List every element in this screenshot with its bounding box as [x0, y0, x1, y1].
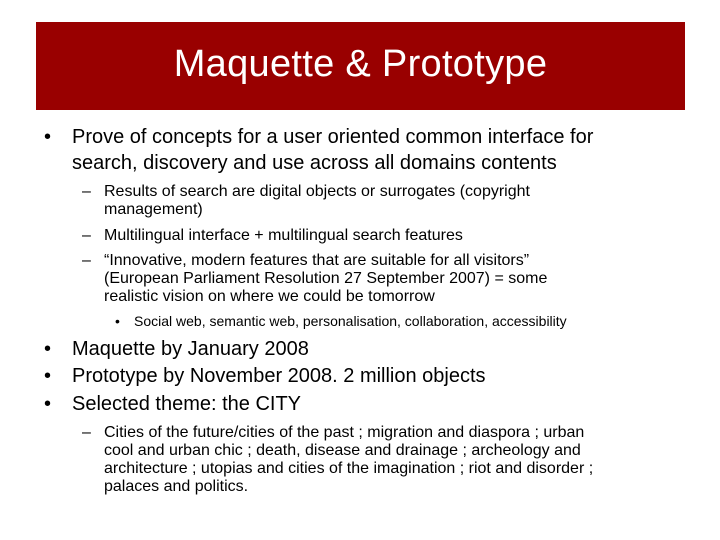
bullet-marker: •	[44, 126, 52, 148]
bullet-marker: •	[44, 393, 52, 415]
sub-bullet-text: architecture ; utopias and cities of the imagination ; riot and disorder ;	[104, 460, 594, 477]
bullet-marker: •	[44, 338, 52, 360]
bullet-text: Prototype by November 2008. 2 million objects	[72, 365, 486, 387]
sub-sub-bullet-marker: •	[115, 313, 120, 329]
bullet-text: Maquette by January 2008	[72, 338, 309, 360]
slide-title: Maquette & Prototype	[173, 42, 548, 85]
sub-bullet-text: Cities of the future/cities of the past ; migration and diaspora ; urban	[104, 424, 585, 441]
bullet-text: search, discovery and use across all domains contents	[72, 152, 557, 174]
sub-bullet-marker: –	[82, 227, 91, 244]
sub-bullet-text: realistic vision on where we could be tomorrow	[104, 288, 435, 305]
sub-bullet-marker: –	[82, 424, 91, 441]
sub-bullet-marker: –	[82, 183, 91, 200]
bullet-marker: •	[44, 365, 52, 387]
bullet-text: Selected theme: the CITY	[72, 393, 302, 415]
sub-bullet-text: palaces and politics.	[104, 478, 249, 495]
sub-sub-bullet-text: Social web, semantic web, personalisation, collaboration, accessibility	[134, 313, 567, 329]
sub-bullet-text: (European Parliament Resolution 27 September 2007) = some	[104, 270, 548, 287]
sub-bullet-marker: –	[82, 252, 91, 269]
bullet-text: Prove of concepts for a user oriented common interface for	[72, 126, 594, 148]
sub-bullet-text: cool and urban chic ; death, disease and drainage ; archeology and	[104, 442, 581, 459]
sub-bullet-text: management)	[104, 201, 203, 218]
sub-bullet-text: Results of search are digital objects or surrogates (copyright	[104, 183, 530, 200]
sub-bullet-text: Multilingual interface + multilingual search features	[104, 227, 463, 244]
sub-bullet-text: “Innovative, modern features that are suitable for all visitors”	[104, 252, 530, 269]
